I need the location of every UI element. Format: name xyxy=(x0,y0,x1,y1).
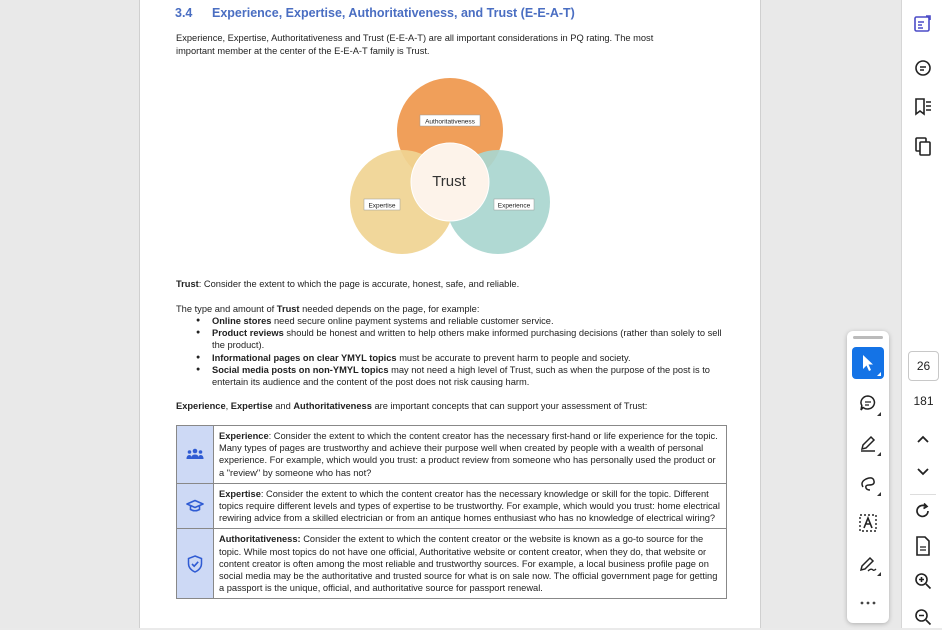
sign-icon xyxy=(858,553,878,573)
graduation-cap-icon xyxy=(186,499,204,513)
cursor-icon xyxy=(860,354,876,372)
add-comment-button[interactable] xyxy=(852,387,884,419)
comment-icon xyxy=(913,58,933,78)
eeat-table xyxy=(176,425,727,599)
bookmark-icon xyxy=(913,97,933,117)
highlight-tool-button[interactable] xyxy=(852,427,884,459)
trust-paragraph: Trust: Consider the extent to which the page is accurate, honest, safe, and reliable. xyxy=(176,279,520,289)
trust-examples-list xyxy=(196,315,728,388)
list-item: ● Informational pages on clear YMYL topics must be accurate to prevent harm to people and society. xyxy=(196,352,728,364)
section-heading xyxy=(175,6,575,20)
venn-label-experience: Experience xyxy=(497,202,531,210)
tool-menu-indicator xyxy=(877,492,881,496)
previous-page-button[interactable] xyxy=(910,426,936,452)
draw-tool-button[interactable] xyxy=(852,467,884,499)
eeat-venn-diagram xyxy=(350,78,550,260)
freehand-icon xyxy=(858,473,878,493)
pen-icon xyxy=(858,433,878,453)
pages-icon xyxy=(913,136,933,156)
rotate-icon xyxy=(914,502,932,520)
trust-amount-paragraph: The type and amount of Trust needed depends on the page, for example: xyxy=(176,304,480,314)
quick-tools-toolbar xyxy=(847,331,889,623)
document-page xyxy=(139,0,761,628)
shield-check-icon xyxy=(187,555,203,573)
page-thumbnails-button[interactable] xyxy=(910,133,936,159)
venn-label-trust: Trust xyxy=(432,173,466,190)
zoom-out-icon xyxy=(914,608,932,626)
intro-paragraph: Experience, Expertise, Authoritativeness and Trust (E-E-A-T) are all important considerations in PQ rating. The most important member at the center of the E-E-A-T family is Trust. xyxy=(176,33,654,56)
fit-page-button[interactable] xyxy=(910,533,936,559)
toolbar-drag-handle[interactable] xyxy=(853,336,883,339)
table-row xyxy=(177,426,727,484)
table-icon-cell xyxy=(177,483,214,529)
concepts-paragraph: Experience, Expertise and Authoritativeness are important concepts that can support your assessment of Trust: xyxy=(176,401,648,411)
comments-button[interactable] xyxy=(910,55,936,81)
rotate-button[interactable] xyxy=(910,498,936,524)
text-select-icon xyxy=(858,513,878,533)
more-tools-button[interactable] xyxy=(852,587,884,619)
comment-icon xyxy=(858,393,878,413)
table-row xyxy=(177,483,727,529)
section-title: Experience, Expertise, Authoritativeness, and Trust (E-E-A-T) xyxy=(212,6,575,20)
table-icon-cell xyxy=(177,529,214,599)
list-item: ● Social media posts on non-YMYL topics may not need a high level of Trust, such as when the purpose of the post is to entertain its audience and the content of the post does not risk causing harm. xyxy=(196,364,728,388)
chevron-down-icon xyxy=(916,467,930,477)
more-icon xyxy=(859,600,877,606)
chevron-up-icon xyxy=(916,434,930,444)
bookmarks-button[interactable] xyxy=(910,94,936,120)
table-text-cell: Authoritativeness: Consider the extent to which the content creator or the website is known as a go-to source for the topic. While most topics do not have one official, Authoritative website or content creator, when they do, that website or content creator is often among the most reliable and trustworthy sources. For example, a local business profile page on social media may be the authoritative and trusted source for what is on sale now. The official government page for getting a passport is the unique, official, and authoritative source for passport renewal. xyxy=(214,529,727,599)
sign-tool-button[interactable] xyxy=(852,547,884,579)
table-text-cell: Expertise: Consider the extent to which the content creator has the necessary knowledge or skill for the topic. Different topics require different levels and types of expertise to be trustworthy. For example, which would you trust: home electrical rewiring advice from a skilled electrician or from an antique homes enthusiast who has no knowledge of electrical wiring? xyxy=(214,483,727,529)
table-icon-cell xyxy=(177,426,214,484)
section-number: 3.4 xyxy=(175,6,193,20)
page-navigation xyxy=(903,346,942,628)
list-item: ● Product reviews should be honest and written to help others make informed purchasing decisions (rather than solely to sell the product). xyxy=(196,327,728,351)
edit-pdf-icon xyxy=(913,14,933,34)
tool-menu-indicator xyxy=(877,452,881,456)
tool-menu-indicator xyxy=(877,572,881,576)
list-item: ● Online stores need secure online payment systems and reliable customer service. xyxy=(196,315,728,327)
edit-pdf-button[interactable] xyxy=(910,11,936,37)
total-pages: 181 xyxy=(913,394,934,408)
zoom-out-button[interactable] xyxy=(910,604,936,630)
nav-divider xyxy=(910,494,936,495)
tool-menu-indicator xyxy=(877,372,881,376)
venn-label-expertise: Expertise xyxy=(368,202,396,210)
text-recognition-button[interactable] xyxy=(852,507,884,539)
table-row xyxy=(177,529,727,599)
venn-label-authoritativeness: Authoritativeness xyxy=(425,118,475,126)
current-page-input[interactable]: 26 xyxy=(908,351,939,381)
zoom-in-icon xyxy=(914,572,932,590)
fit-page-icon xyxy=(914,536,932,556)
next-page-button[interactable] xyxy=(910,459,936,485)
select-tool-button[interactable] xyxy=(852,347,884,379)
people-icon xyxy=(186,447,204,461)
tool-menu-indicator xyxy=(877,412,881,416)
zoom-in-button[interactable] xyxy=(910,568,936,594)
table-text-cell: Experience: Consider the extent to which the content creator has the necessary first-hand or life experience for the topic. Many types of pages are trustworthy and achieve their purpose well when created by people with a wealth of personal experience. For example, which would you trust: a product review from someone who has personally used the product or a "review" by someone who has not? xyxy=(214,426,727,484)
